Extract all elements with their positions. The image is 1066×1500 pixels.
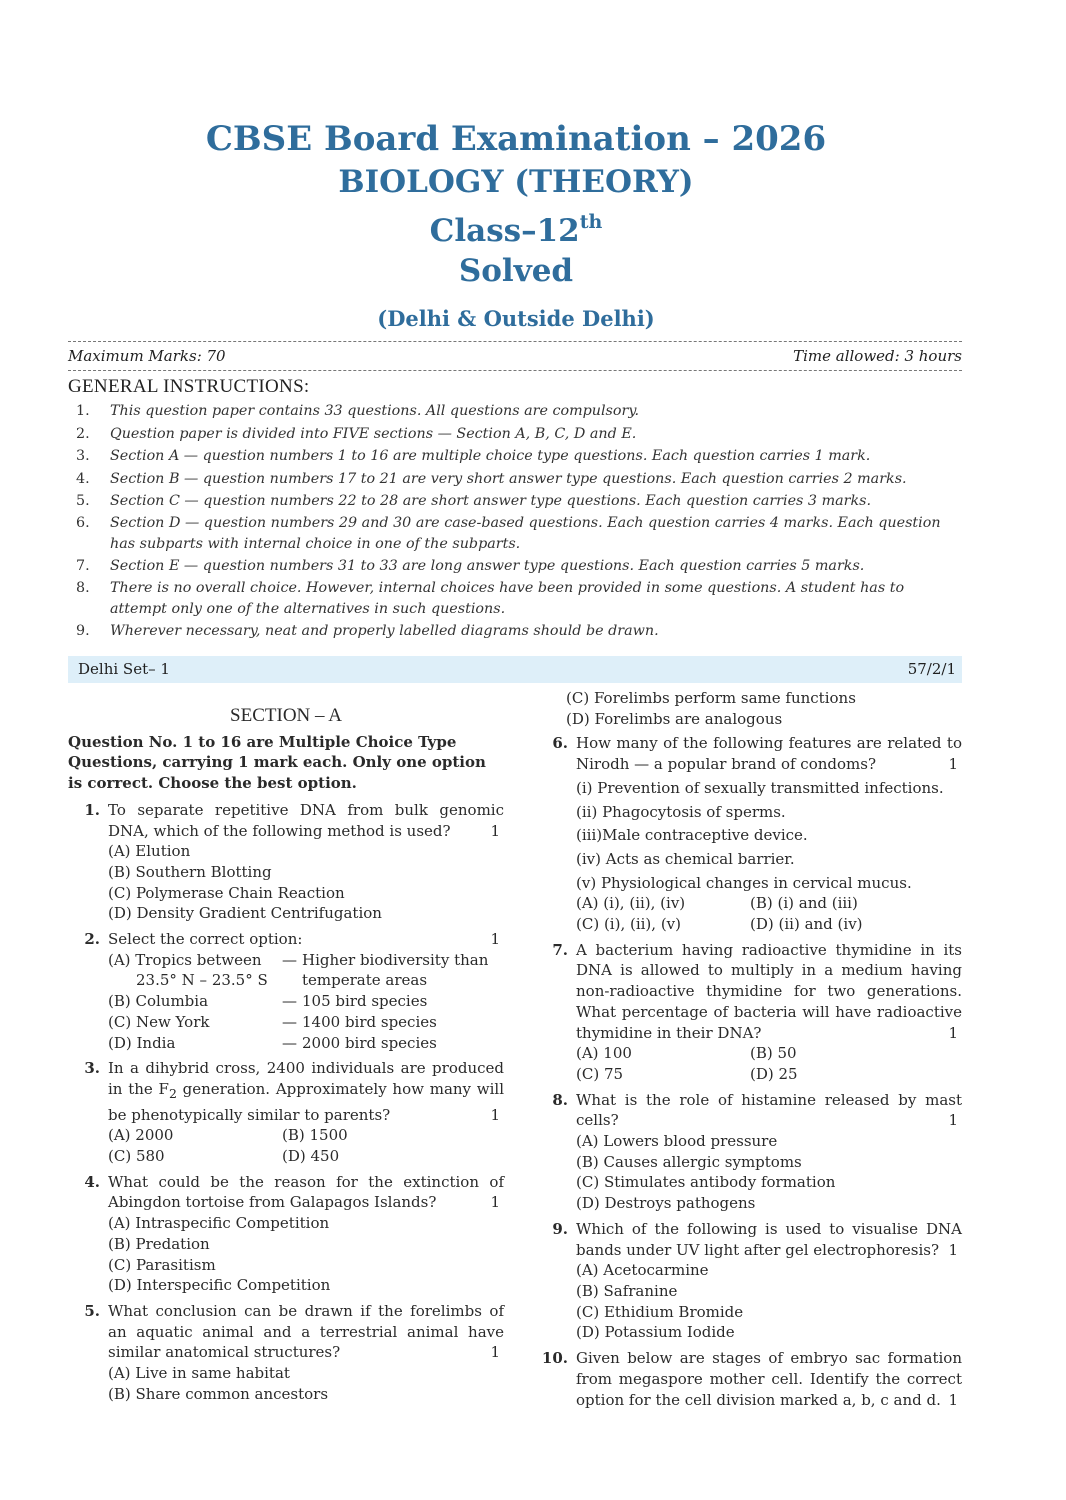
instruction-item: 4. Section B — question numbers 17 to 21 are very short answer type questions. Each question carries 2 marks. xyxy=(76,470,907,487)
mark-value: 1 xyxy=(948,1390,958,1409)
instructions-heading: GENERAL INSTRUCTIONS: xyxy=(68,376,310,397)
feature-item: (iv) Acts as chemical barrier. xyxy=(576,849,795,868)
question-5: 5. What conclusion can be drawn if the forelimbs of an aquatic animal and a terrestrial animal have similar anatomical structures? 1 (A) Live in same habitat (B) Share common ancestors xyxy=(84,1301,504,1403)
option: (B) Causes allergic symptoms xyxy=(576,1152,802,1171)
instruction-item: 9. Wherever necessary, neat and properly labelled diagrams should be drawn. xyxy=(76,623,659,639)
instruction-item: 3. Section A — question numbers 1 to 16 are multiple choice type questions. Each question carries 1 mark. xyxy=(76,448,871,464)
instruction-item: 1. This question paper contains 33 questions. All questions are compulsory. xyxy=(76,403,640,419)
mark-value: 1 xyxy=(490,1193,500,1212)
option: (C) Forelimbs perform same functions xyxy=(566,689,856,707)
left-column xyxy=(68,688,504,1410)
mark-value: 1 xyxy=(948,755,958,774)
subject-title: BIOLOGY (THEORY) xyxy=(338,164,694,200)
marks-time-row xyxy=(68,347,962,365)
exam-title: CBSE Board Examination – 2026 xyxy=(205,119,827,159)
option: (C) Stimulates antibody formation xyxy=(576,1173,836,1192)
option: (C) Parasitism xyxy=(108,1255,216,1274)
mark-value: 1 xyxy=(948,1023,958,1042)
option: (D) Destroys pathogens xyxy=(576,1194,756,1213)
option: (C) 75 xyxy=(576,1064,624,1083)
feature-item: (ii) Phagocytosis of sperms. xyxy=(576,802,786,821)
option: (A) 2000 xyxy=(108,1126,174,1145)
option: (B) Predation xyxy=(108,1234,210,1253)
option: (A) Intraspecific Competition xyxy=(108,1214,330,1233)
option: (B) 1500 xyxy=(282,1126,348,1145)
mark-value: 1 xyxy=(490,1343,500,1362)
feature-item: (i) Prevention of sexually transmitted infections. xyxy=(576,778,944,797)
option: (A) Live in same habitat xyxy=(108,1364,290,1383)
match-row: 23.5° N – 23.5° S temperate areas xyxy=(136,971,428,990)
option: (B) 50 xyxy=(750,1044,797,1063)
feature-item: (iii)Male contraceptive device. xyxy=(576,826,808,845)
mark-value: 1 xyxy=(490,821,500,840)
match-row: (B) Columbia — 105 bird species xyxy=(108,992,428,1011)
dashed-divider-bottom xyxy=(68,370,962,371)
instruction-item: 8. There is no overall choice. However, internal choices have been provided in some questions. A student has to attempt only one of the alternatives in such questions. xyxy=(76,579,905,617)
option: (C) Polymerase Chain Reaction xyxy=(108,883,345,902)
question-2: 2. Select the correct option: 1 (A) Tropics between — Higher biodiversity than 23.5° N – 23.5° S temperate areas (B) Columbia — 105 bird species (C) New York — 1400 bird species (D) India — 2000 bird species xyxy=(68,929,504,1053)
match-row: (A) Tropics between — Higher biodiversity than xyxy=(108,950,489,969)
question-3: 3. In a dihybrid cross, 2400 individuals are produced in the $F_2$ generation. Approximately how many will be phenotypically similar to parents? 1 (A) 2000 (B) 1500 (C) 580 (D) 450 xyxy=(84,1059,505,1166)
class-title: Class–12th xyxy=(429,211,603,249)
question-8: 8. What is the role of histamine released by mast cells? 1 (A) Lowers blood pressure (B) Causes allergic symptoms (C) Stimulates antibody formation (D) Destroys pathogens xyxy=(552,1090,962,1213)
match-row: (C) New York — 1400 bird species xyxy=(108,1012,437,1031)
region-label: (Delhi & Outside Delhi) xyxy=(377,306,655,331)
option: (C) 580 xyxy=(108,1147,165,1166)
option: (A) 100 xyxy=(576,1044,632,1063)
instruction-item: 5. Section C — question numbers 22 to 28 are short answer type questions. Each question carries 3 marks. xyxy=(76,493,872,509)
instruction-item: 7. Section E — question numbers 31 to 33 are long answer type questions. Each question carries 5 marks. xyxy=(76,558,865,574)
section-title: SECTION – A xyxy=(230,705,342,726)
right-column xyxy=(536,688,962,1415)
title-block xyxy=(0,118,1032,333)
question-9: 9. Which of the following is used to visualise DNA bands under UV light after gel electrophoresis? 1 (A) Acetocarmine (B) Safranine (C) Ethidium Bromide (D) Potassium Iodide xyxy=(552,1219,962,1342)
option: (A) Lowers blood pressure xyxy=(576,1132,778,1151)
option: (D) Potassium Iodide xyxy=(576,1323,735,1342)
mark-value: 1 xyxy=(490,1105,500,1124)
option: (C) Ethidium Bromide xyxy=(576,1302,744,1321)
option: (D) Interspecific Competition xyxy=(108,1276,331,1295)
paper-code: 57/2/1 xyxy=(907,660,956,678)
option: (A) (i), (ii), (iv) xyxy=(576,894,686,913)
question-5-continued xyxy=(536,688,962,729)
option: (D) (ii) and (iv) xyxy=(750,915,863,934)
options-grid xyxy=(108,1125,504,1166)
question-7: 7. A bacterium having radioactive thymidine in its DNA is allowed to multiply in a medium having non-radioactive thymidine for two generations. What percentage of bacteria will have radioactive thymidine in their DNA? 1 (A) 100 (B) 50 (C) 75 (D) 25 xyxy=(552,940,962,1083)
mark-value: 1 xyxy=(490,930,500,949)
option: (A) Elution xyxy=(108,842,191,861)
section-intro: Question No. 1 to 16 are Multiple Choice Type Questions, carrying 1 mark each. Only one option is correct. Choose the best option. xyxy=(68,732,486,793)
option: (D) 450 xyxy=(282,1147,340,1166)
feature-item: (v) Physiological changes in cervical mucus. xyxy=(576,873,912,892)
time-allowed: Time allowed: 3 hours xyxy=(793,347,962,365)
option: (D) Forelimbs are analogous xyxy=(566,709,783,728)
question-6: 6. How many of the following features are related to Nirodh — a popular brand of condoms? 1 (i) Prevention of sexually transmitted infections. (ii) Phagocytosis of sperms. (iii)Male contraceptive device. (iv) Acts as chemical barrier. (v) Physiological changes in cervical mucus. (A) (i), (ii), (iv) (B) (i) and (iii) (C) (i), (ii), (v) (D) (ii) and (iv) xyxy=(552,734,962,934)
solved-label: Solved xyxy=(458,253,574,289)
option: (D) 25 xyxy=(750,1064,798,1083)
match-row: (D) India — 2000 bird species xyxy=(108,1033,437,1052)
options-grid xyxy=(576,893,962,934)
option: (B) Share common ancestors xyxy=(108,1384,329,1403)
mark-value: 1 xyxy=(948,1240,958,1259)
option: (A) Acetocarmine xyxy=(576,1261,709,1280)
set-bar xyxy=(68,656,962,683)
option: (B) (i) and (iii) xyxy=(750,894,858,913)
option: (D) Density Gradient Centrifugation xyxy=(108,904,382,923)
instruction-item: 6. Section D — question numbers 29 and 30 are case-based questions. Each question carries 4 marks. Each question has subparts with internal choice in one of the subparts. xyxy=(76,514,941,552)
instruction-item: 2. Question paper is divided into FIVE sections — Section A, B, C, D and E. xyxy=(76,425,637,442)
dashed-divider-top xyxy=(68,341,962,342)
set-label: Delhi Set– 1 xyxy=(78,660,170,678)
question-1: 1. To separate repetitive DNA from bulk genomic DNA, which of the following method is used? 1 (A) Elution (B) Southern Blotting (C) Polymerase Chain Reaction (D) Density Gradient Centrifugation xyxy=(84,800,504,923)
question-10: 10. Given below are stages of embryo sac formation from megaspore mother cell. Identify the correct option for the cell division marked a, b, c and d. 1 xyxy=(541,1349,962,1409)
instructions-list xyxy=(68,400,962,643)
question-4: 4. What could be the reason for the extinction of Abingdon tortoise from Galapagos Islands? 1 (A) Intraspecific Competition (B) Predation (C) Parasitism (D) Interspecific Competition xyxy=(84,1172,504,1295)
max-marks: Maximum Marks: 70 xyxy=(68,347,226,365)
option: (B) Southern Blotting xyxy=(108,862,272,881)
options-grid xyxy=(576,1043,962,1084)
option: (B) Safranine xyxy=(576,1281,678,1300)
mark-value: 1 xyxy=(948,1111,958,1130)
option: (C) (i), (ii), (v) xyxy=(576,915,681,934)
